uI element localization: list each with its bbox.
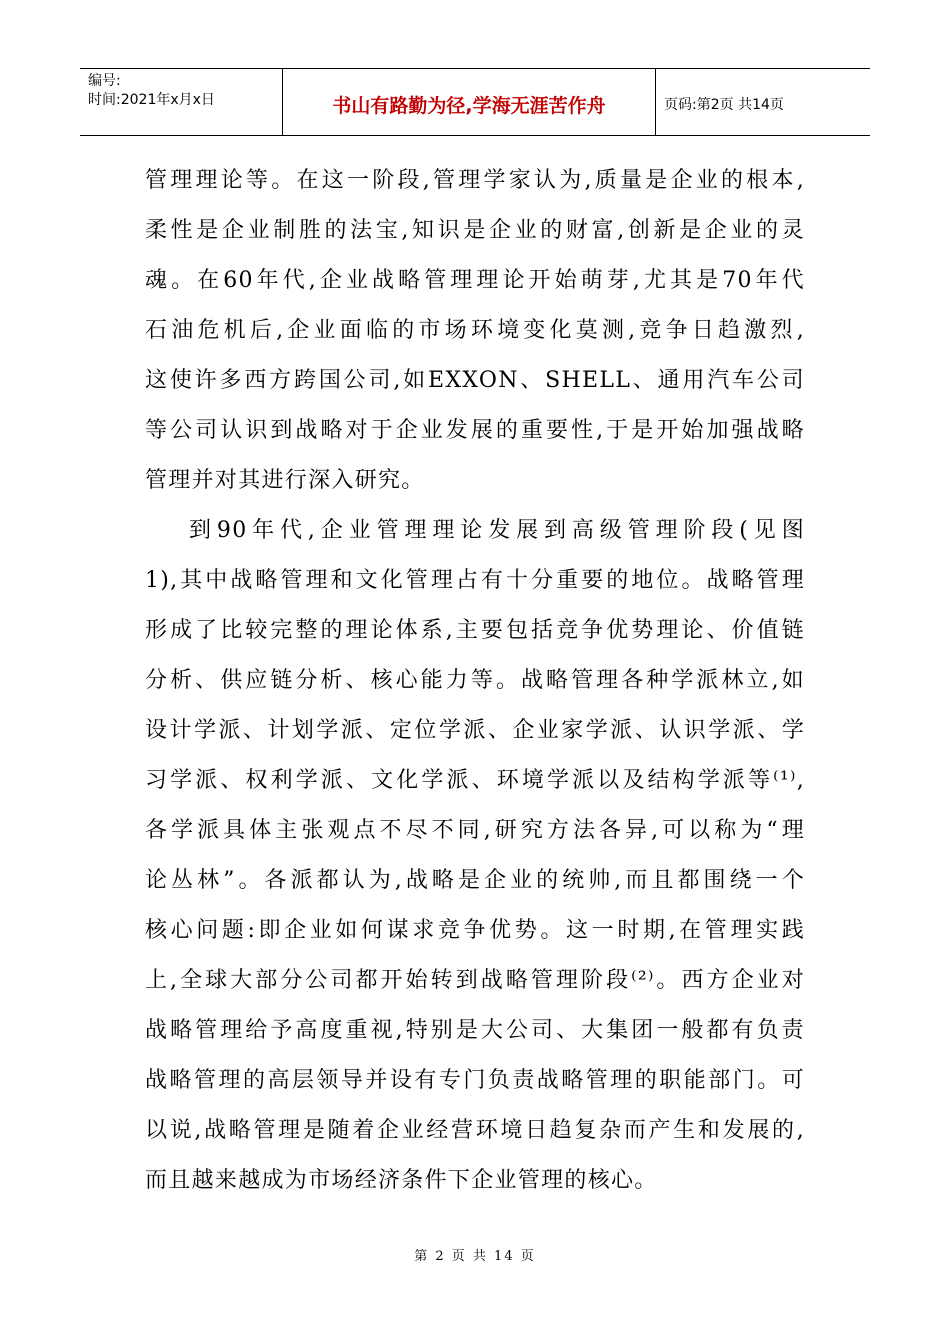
header-page-info: 页码:第2页 共14页 xyxy=(664,97,784,113)
body-line: 魂。在60年代,企业战略管理理论开始萌芽,尤其是70年代 xyxy=(145,268,805,293)
body-line: 战略管理给予高度重视,特别是大公司、大集团一般都有负责 xyxy=(145,1018,805,1043)
body-line: 习学派、权利学派、文化学派、环境学派以及结构学派等⁽¹⁾, xyxy=(145,768,805,793)
body-line: 以说,战略管理是随着企业经营环境日趋复杂而产生和发展的, xyxy=(145,1118,805,1143)
body-line: 各学派具体主张观点不尽不同,研究方法各异,可以称为“理 xyxy=(145,818,805,843)
body-line: 管理理论等。在这一阶段,管理学家认为,质量是企业的根本, xyxy=(145,168,805,193)
body-line: 这使许多西方跨国公司,如EXXON、SHELL、通用汽车公司 xyxy=(145,368,805,393)
body-line: 而且越来越成为市场经济条件下企业管理的核心。 xyxy=(145,1168,658,1193)
body-line: 管理并对其进行深入研究。 xyxy=(145,468,425,493)
body-line: 战略管理的高层领导并设有专门负责战略管理的职能部门。可 xyxy=(145,1068,805,1093)
page-header xyxy=(80,68,870,136)
header-meta xyxy=(80,69,283,135)
body-line: 形成了比较完整的理论体系,主要包括竞争优势理论、价值链 xyxy=(145,618,805,643)
body-line: 等公司认识到战略对于企业发展的重要性,于是开始加强战略 xyxy=(145,418,805,443)
document-body xyxy=(145,156,805,1206)
body-line: 设计学派、计划学派、定位学派、企业家学派、认识学派、学 xyxy=(145,718,805,743)
body-line: 柔性是企业制胜的法宝,知识是企业的财富,创新是企业的灵 xyxy=(145,218,805,243)
header-time-label: 时间:2021年x月x日 xyxy=(88,92,215,108)
body-line: 核心问题:即企业如何谋求竞争优势。这一时期,在管理实践 xyxy=(145,918,805,943)
body-line: 1),其中战略管理和文化管理占有十分重要的地位。战略管理 xyxy=(145,568,805,593)
body-line-paragraph-start: 到90年代,企业管理理论发展到高级管理阶段(见图 xyxy=(189,518,805,543)
body-line: 论丛林”。各派都认为,战略是企业的统帅,而且都围绕一个 xyxy=(145,868,805,893)
body-line: 石油危机后,企业面临的市场环境变化莫测,竞争日趋激烈, xyxy=(145,318,805,343)
body-line: 上,全球大部分公司都开始转到战略管理阶段⁽²⁾。西方企业对 xyxy=(145,968,805,993)
header-motto: 书山有路勤为径,学海无涯苦作舟 xyxy=(283,69,656,135)
page-footer: 第 2 页 共 14 页 xyxy=(414,1249,536,1264)
header-number-label: 编号: xyxy=(88,73,121,89)
body-line: 分析、供应链分析、核心能力等。战略管理各种学派林立,如 xyxy=(145,668,805,693)
